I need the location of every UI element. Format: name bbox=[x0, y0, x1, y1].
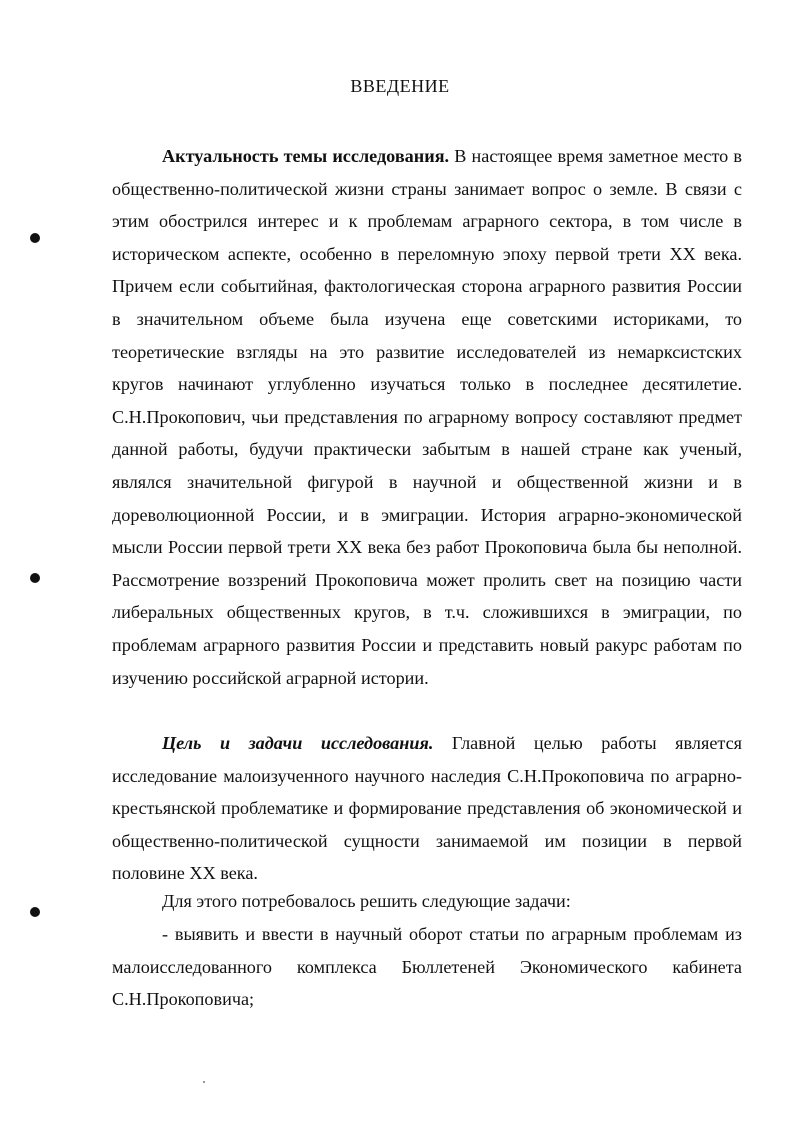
binder-hole-mark bbox=[30, 573, 40, 583]
goals-text: Главной целью работы является исследование малоизученного научного наследия С.Н.Прокоповича по аграрно-крестьянской проблематике и формирование представления об экономической и общественно-политической сущности занимаемой им позиции в первой половине XX века. bbox=[112, 733, 743, 884]
tasks-intro: Для этого потребовалось решить следующие задачи: bbox=[162, 891, 571, 911]
tasks-intro-paragraph bbox=[112, 885, 742, 918]
task-item-text: - выявить и ввести в научный оборот статьи по аграрным проблемам из малоисследованного комплекса Бюллетеней Экономического кабинета С.Н.Прокоповича; bbox=[112, 924, 742, 1010]
binder-hole-mark bbox=[30, 233, 40, 243]
goals-heading: Цель и задачи исследования. bbox=[162, 733, 434, 753]
page-title: ВВЕДЕНИЕ bbox=[350, 76, 450, 96]
relevance-text: В настоящее время заметное место в общественно-политической жизни страны занимает вопрос о земле. В связи с этим обострился интерес и к проблемам аграрного сектора, в том числе в историческом аспекте, особенно в переломную эпоху первой трети XX века. Причем если событийная, фактологическая сторона аграрного развития России в значительном объеме была изучена еще советскими историками, то теоретические взгляды на это развитие исследователей из немарксистских кругов начинают углубленно изучаться только в последнее десятилетие. С.Н.Прокопович, чьи представления по аграрному вопросу составляют предмет данной работы, будучи практически забытым в нашей стране как ученый, являлся значительной фигурой в научной и общественной жизни и в дореволюционной России, и в эмиграции. История аграрно-экономической мысли России первой трети XX века без работ Прокоповича была бы неполной. Рассмотрение воззрений Прокоповича может пролить свет на позицию части либеральных общественных кругов, в т.ч. сложившихся в эмиграции, по проблемам аграрного развития России и представить новый ракурс работам по изучению российской аграрной истории. bbox=[112, 146, 742, 688]
goals-paragraph bbox=[112, 727, 742, 890]
task-list-item bbox=[112, 918, 742, 1016]
relevance-paragraph bbox=[112, 140, 742, 694]
scan-speck bbox=[203, 1081, 205, 1083]
relevance-heading: Актуальность темы исследования. bbox=[162, 146, 450, 166]
binder-hole-mark bbox=[30, 907, 40, 917]
